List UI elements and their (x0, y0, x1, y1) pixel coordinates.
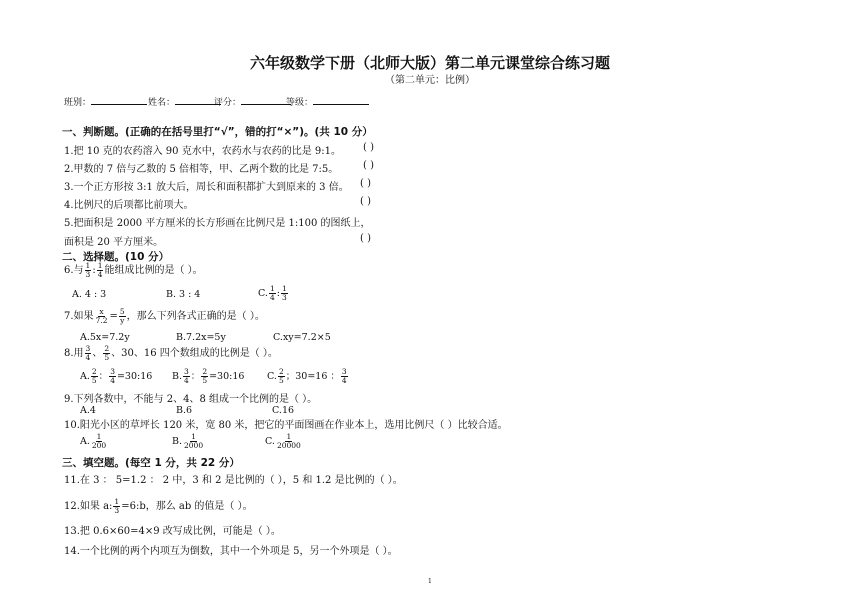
judge-q2-answer[interactable]: ( ) (363, 160, 374, 171)
choice-q9-option-b[interactable]: B.6 (176, 405, 193, 416)
choice-q7: 7.如果 $\frac{x}{7.2}$ = $\frac{5}{y}$ ，那么下列各式正确的是（ ）。 (64, 307, 265, 325)
choice-q8-option-a[interactable]: A. $\frac{2}{5}$ ： $\frac{3}{4}$ =30:16 (80, 367, 153, 385)
judge-q1-answer[interactable]: ( ) (363, 142, 374, 153)
judge-q3: 3.一个正方形按 3:1 放大后，周长和面积都扩大到原来的 3 倍。 (64, 182, 349, 193)
name-field[interactable] (148, 95, 221, 108)
page-subtitle: （第二单元：比例） (385, 75, 475, 86)
section-fill-heading: 三、填空题。(每空 1 分，共 22 分） (62, 457, 240, 469)
class-label: 班别： (64, 98, 92, 108)
grade-field[interactable] (286, 95, 369, 108)
page-title: 六年级数学下册（北师大版）第二单元课堂综合练习题 (249, 54, 610, 72)
score-field[interactable] (214, 95, 291, 108)
judge-q5-answer[interactable]: ( ) (360, 233, 371, 244)
choice-q6-option-a[interactable]: A. 4 : 3 (72, 289, 107, 300)
judge-q2: 2.甲数的 7 倍与乙数的 5 倍相等，甲、乙两个数的比是 7:5。 (64, 164, 339, 175)
fill-q11: 11.在 3 ： 5=1.2 ： 2 中，3 和 2 是比例的（ ），5 和 1.2 是比例的（ ）。 (64, 475, 403, 486)
choice-q7-option-b[interactable]: B.7.2x=5y (176, 332, 226, 343)
choice-q7-option-c[interactable]: C.xy=7.2×5 (273, 332, 331, 343)
choice-q6-option-c[interactable]: C. $\frac{1}{4}$ : $\frac{1}{3}$ (258, 284, 287, 302)
judge-q3-answer[interactable]: ( ) (360, 178, 371, 189)
choice-q10-option-b[interactable]: B. $\frac{1}{2000}$ (172, 432, 204, 450)
section-judge-heading: 一、判断题。(正确的在括号里打“√”，错的打“×”)。(共 10 分） (62, 126, 373, 138)
fraction: $\frac{1}{4}$ (97, 261, 103, 279)
judge-q4: 4.比例尺的后项都比前项大。 (64, 200, 194, 211)
choice-q6-option-b[interactable]: B. 3 : 4 (166, 289, 201, 300)
choice-q6: 6.与 $\frac{1}{3}$ : $\frac{1}{4}$ 能组成比例的是（ ）。 (64, 261, 203, 279)
judge-q5-line2: 面积是 20 平方厘米。 (64, 237, 164, 248)
choice-q9-option-a[interactable]: A.4 (80, 405, 96, 416)
fill-q13: 13.把 0.6×60=4×9 改写成比例，可能是（ ）。 (64, 526, 281, 537)
choice-q8-option-b[interactable]: B. $\frac{3}{4}$ ： $\frac{2}{5}$ =30:16 (172, 367, 245, 385)
judge-q4-answer[interactable]: ( ) (360, 196, 371, 207)
choice-q9: 9.下列各数中，不能与 2、4、8 组成一个比例的是（ ）。 (64, 394, 318, 405)
fill-q14: 14.一个比例的两个内项互为倒数，其中一个外项是 5，另一个外项是（ ）。 (64, 546, 398, 557)
judge-q1: 1.把 10 克的农药溶入 90 克水中，农药水与农药的比是 9:1。 (64, 146, 341, 157)
choice-q7-option-a[interactable]: A.5x=7.2y (80, 332, 130, 343)
judge-q5-line1: 5.把面积是 2000 平方厘米的长方形画在比例尺是 1:100 的图纸上， (64, 218, 371, 229)
page-number: 1 (428, 578, 432, 585)
grade-label: 等级： (286, 98, 314, 108)
choice-q9-option-c[interactable]: C.16 (272, 405, 295, 416)
choice-q10-option-a[interactable]: A. $\frac{1}{200}$ (80, 432, 107, 450)
name-label: 姓名： (148, 98, 176, 108)
class-field[interactable] (64, 95, 147, 108)
choice-q8: 8.用 $\frac{3}{4}$ 、 $\frac{2}{5}$ 、30、16 四个数组成的比例是（ ）。 (64, 344, 278, 362)
score-label: 评分： (214, 98, 242, 108)
choice-q8-option-c[interactable]: C. $\frac{2}{5}$ ；30=16 ： $\frac{3}{4}$ (267, 367, 347, 385)
fraction: $\frac{1}{3}$ (85, 261, 91, 279)
choice-q10: 10.阳光小区的草坪长 120 米，宽 80 米，把它的平面图画在作业本上，选用比例尺（ ）比较合适。 (64, 420, 508, 431)
choice-q10-option-c[interactable]: C. $\frac{1}{20000}$ (265, 432, 301, 450)
fill-q12: 12.如果 a: $\frac{1}{3}$ =6:b，那么 ab 的值是（ ）。 (64, 497, 253, 515)
section-choice-heading: 二、选择题。(10 分） (62, 251, 170, 263)
